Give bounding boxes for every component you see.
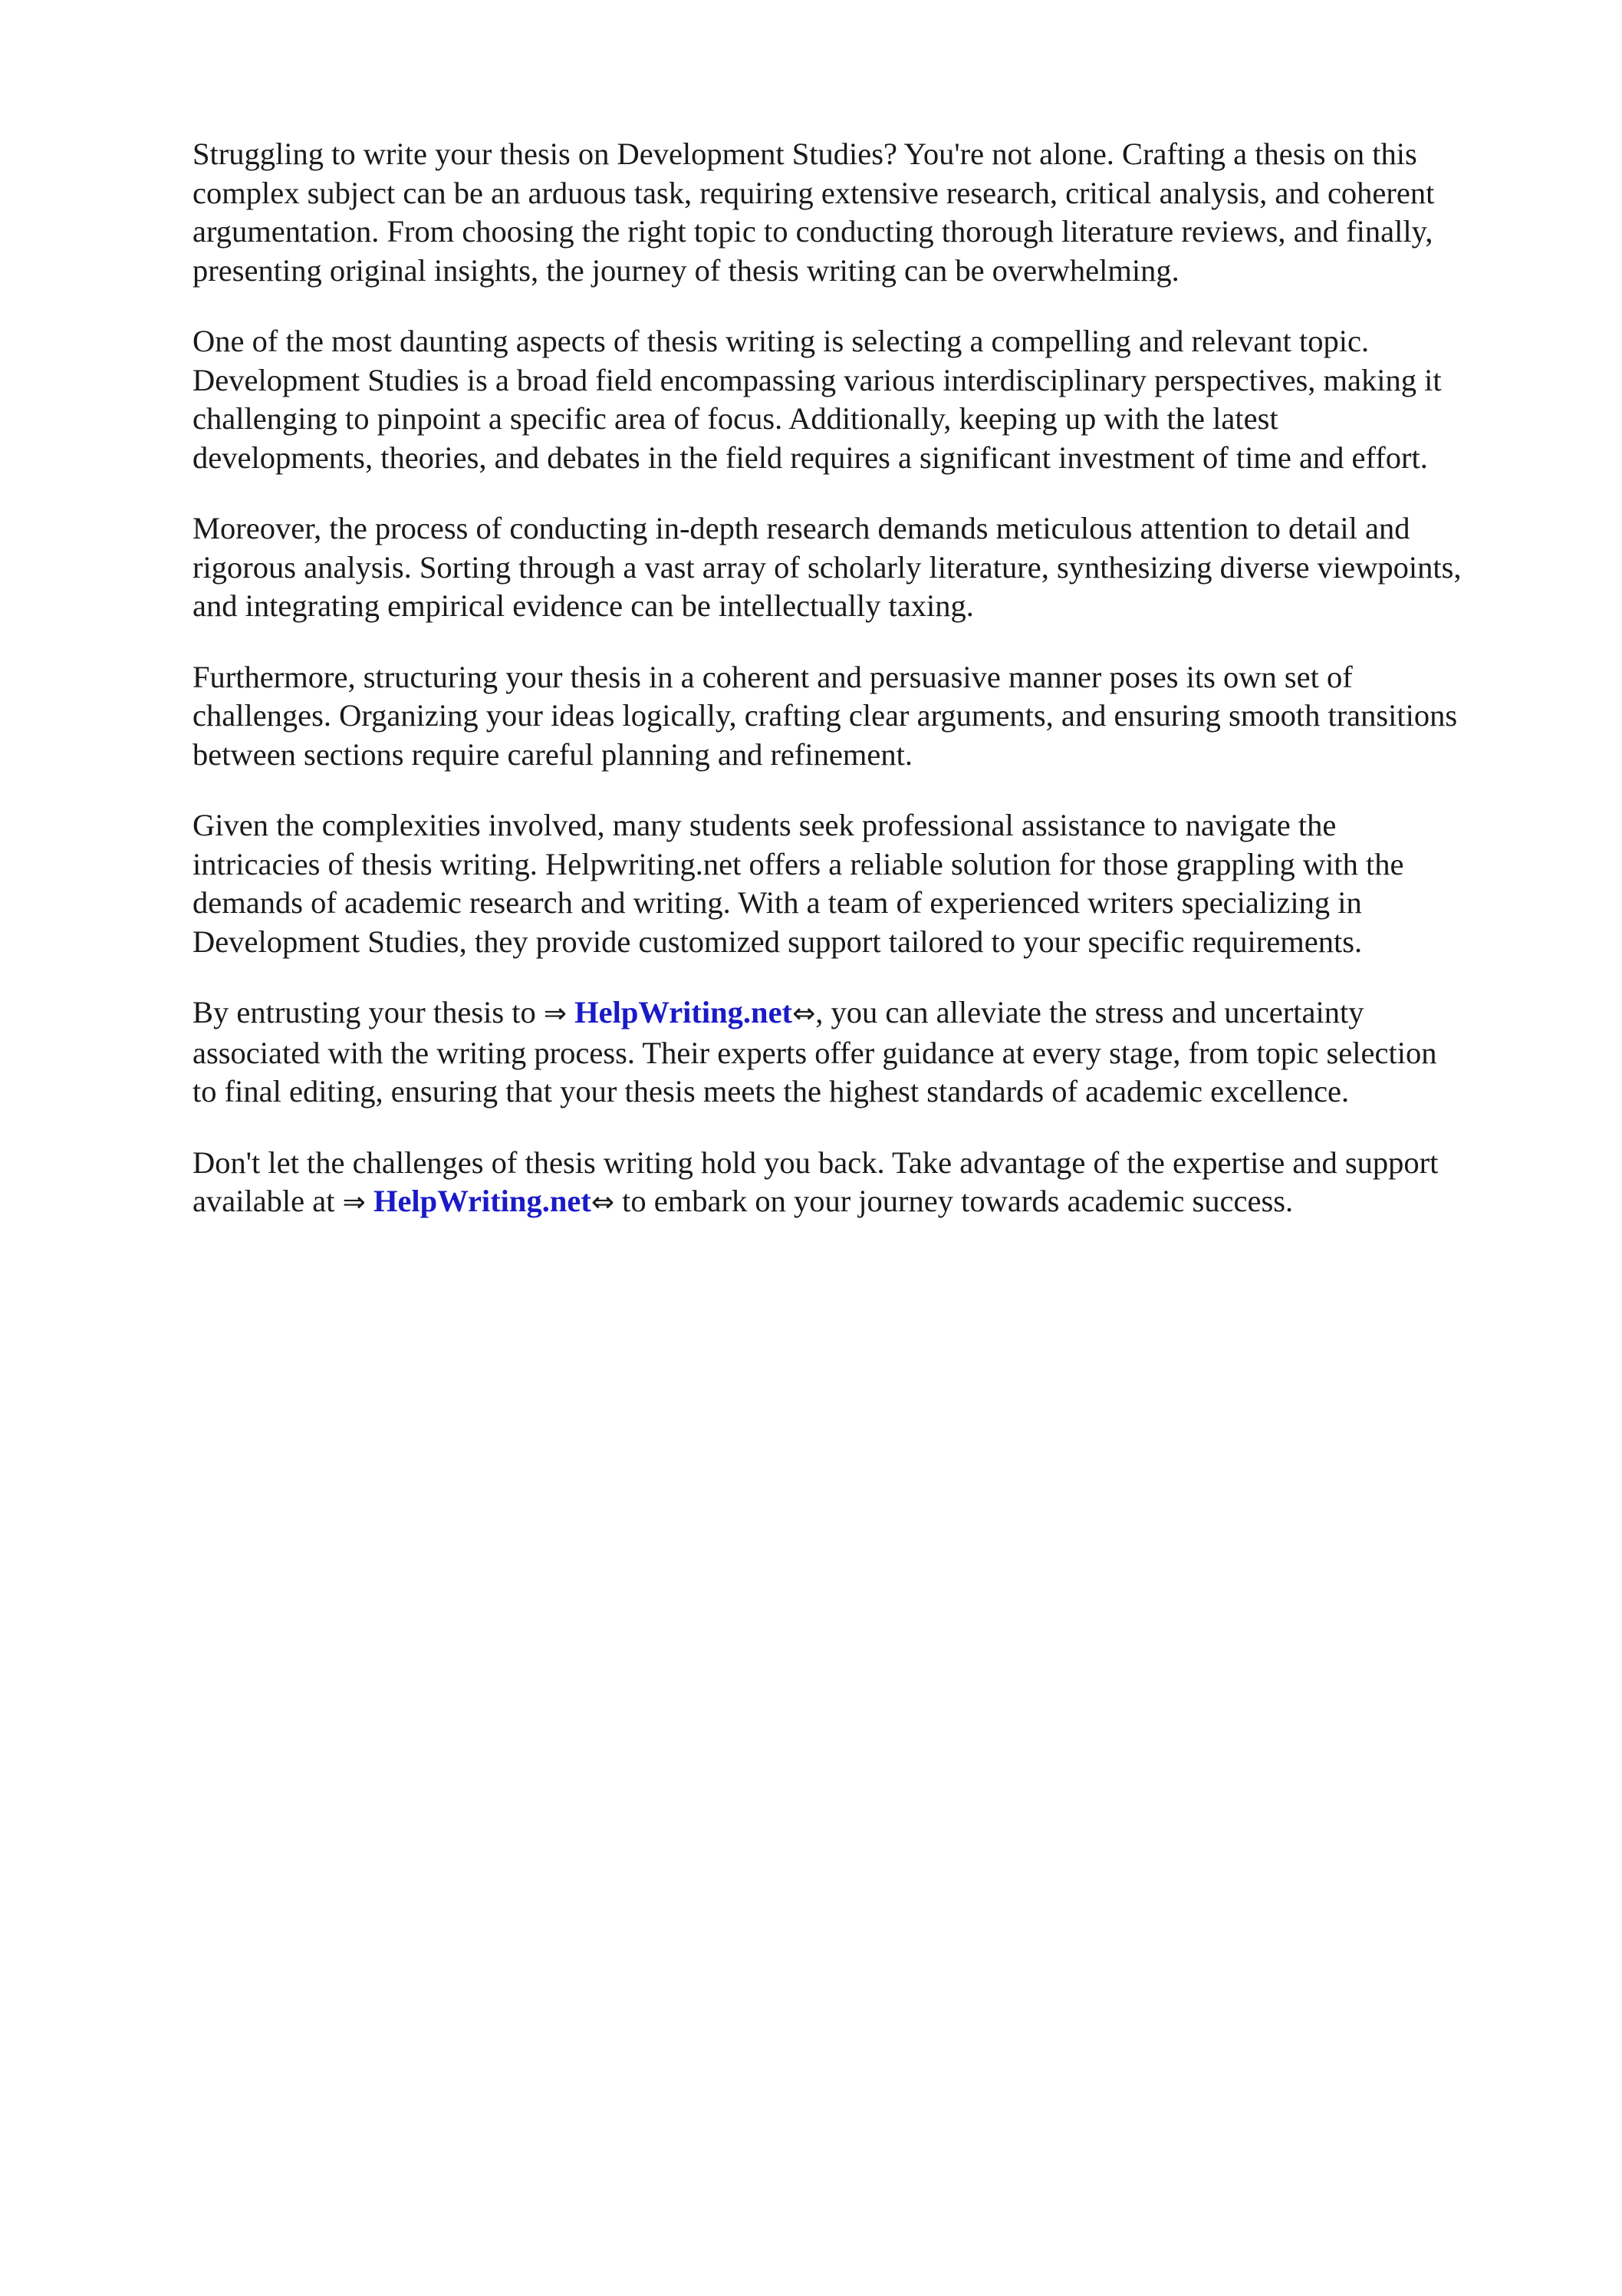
paragraph-assistance [192,806,1542,961]
text-segment: to embark on your journey towards academic success. [614,1184,1294,1218]
text-line: and integrating empirical evidence can be intellectually taxing. [192,588,974,623]
text-segment: By entrusting your thesis to [192,995,544,1029]
paragraph-research [192,509,1542,626]
text-line: between sections require careful planning and refinement. [192,736,913,772]
text-segment: available at [192,1184,343,1218]
text-line: Development Studies, they provide customized support tailored to your specific requirements. [192,924,1363,959]
text-line: to final editing, ensuring that your thesis meets the highest standards of academic excellence. [192,1074,1350,1108]
text-line: rigorous analysis. Sorting through a vast array of scholarly literature, synthesizing diverse viewpoints, [192,549,1462,585]
text-line [192,1182,1542,1223]
text-line: intricacies of thesis writing. Helpwriting.net offers a reliable solution for those grappling with the [192,846,1404,881]
right-arrow-icon: ⇒ [342,1187,366,1218]
text-line: presenting original insights, the journey of thesis writing can be overwhelming. [192,252,1179,288]
helpwriting-link[interactable]: HelpWriting.net [574,995,793,1029]
double-arrow-icon: ⇔ [591,1187,614,1218]
text-segment: , you can alleviate the stress and uncertainty [815,995,1364,1029]
text-line: challenging to pinpoint a specific area of focus. Additionally, keeping up with the latest [192,401,1278,436]
text-line: demands of academic research and writing. With a team of experienced writers specializing in [192,885,1362,920]
document-body [192,135,1542,1255]
text-line: Struggling to write your thesis on Development Studies? You're not alone. Crafting a thesis on this [192,137,1417,171]
text-line: Furthermore, structuring your thesis in a coherent and persuasive manner poses its own set of [192,659,1353,694]
text-line: Given the complexities involved, many students seek professional assistance to navigate the [192,808,1337,842]
text-line: associated with the writing process. Their experts offer guidance at every stage, from topic selection [192,1035,1437,1070]
text-line: Development Studies is a broad field encompassing various interdisciplinary perspectives, making it [192,362,1442,397]
text-line: One of the most daunting aspects of thesis writing is selecting a compelling and relevant topic. [192,324,1370,358]
text-line: Moreover, the process of conducting in-depth research demands meticulous attention to detail and [192,511,1410,545]
paragraph-intro [192,135,1542,290]
double-arrow-icon: ⇔ [792,998,816,1029]
paragraph-entrusting [192,993,1542,1112]
right-arrow-icon: ⇒ [543,998,568,1029]
paragraph-closing [192,1144,1542,1223]
text-line: developments, theories, and debates in the field requires a significant investment of time and effort. [192,440,1428,475]
text-line [192,993,1542,1034]
text-line: argumentation. From choosing the right topic to conducting thorough literature reviews, and finally, [192,214,1433,249]
paragraph-topic [192,322,1542,477]
paragraph-structure [192,658,1542,775]
text-line: challenges. Organizing your ideas logically, crafting clear arguments, and ensuring smooth transitions [192,698,1458,733]
helpwriting-link[interactable]: HelpWriting.net [373,1184,591,1218]
text-line: Don't let the challenges of thesis writing hold you back. Take advantage of the expertise and support [192,1145,1439,1180]
text-line: complex subject can be an arduous task, requiring extensive research, critical analysis, and coherent [192,175,1435,210]
